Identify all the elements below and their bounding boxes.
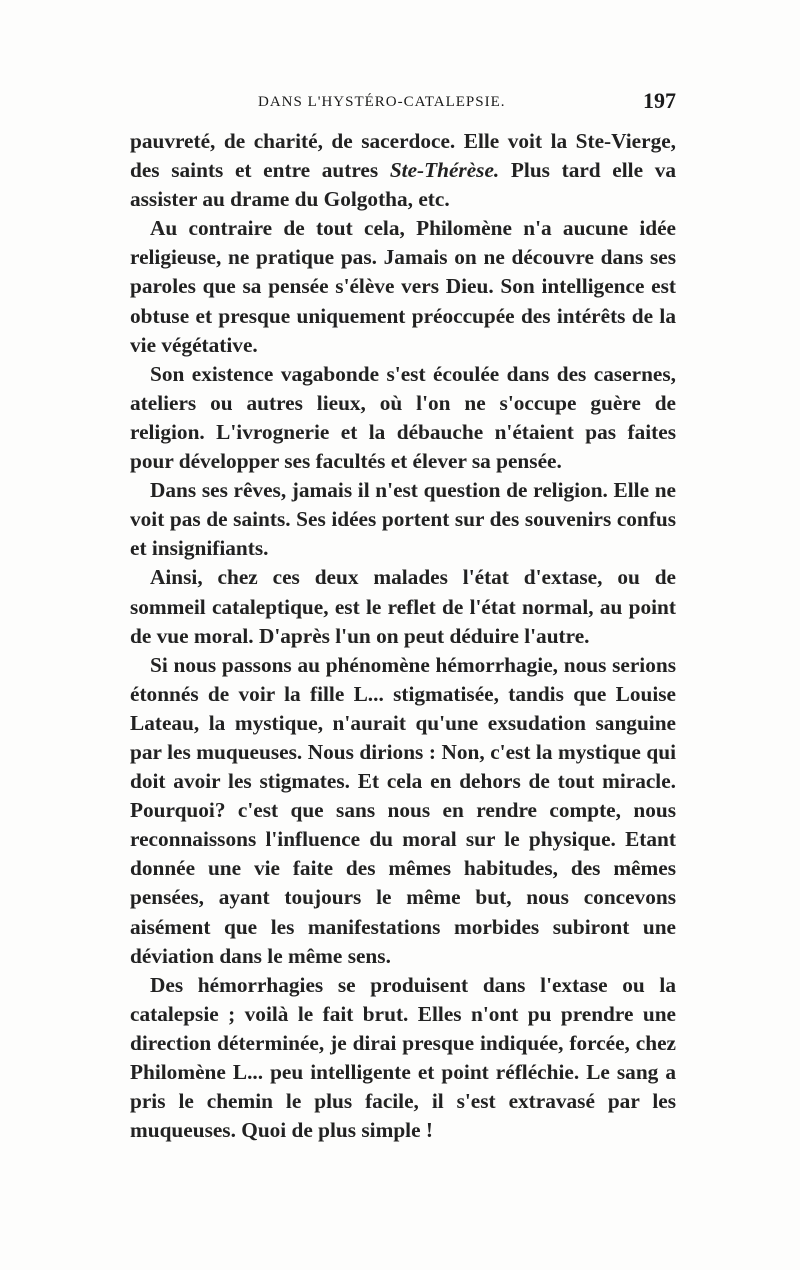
paragraph-text: pauvreté, de charité, de sacerdoce. Elle voit la Ste-Vierge, des saints et entre autres <box>130 129 676 183</box>
paragraph: Des hémorrhagies se produisent dans l'extase ou la catalepsie ; voilà le fait brut. Elles n'ont pu prendre une direction déterminée, je dirai presque indiquée, forcée, chez Philomène L... peu intelligente et point réfléchie. Le sang a pris le chemin le plus facile, il s'est extravasé par les muqueuses. Quoi de plus simple ! <box>130 972 676 1143</box>
paragraph: Si nous passons au phénomène hémorrhagie, nous serions étonnés de voir la fille L... stigmatisée, tandis que Louise Lateau, la mystique, n'aurait qu'une exsudation sanguine par les muqueuses. Nous dirions : Non, c'est la mystique qui doit avoir les stigmates. Et cela en dehors de tout miracle. Pourquoi? c'est que sans nous en rendre compte, nous reconnaissons l'influence du moral sur le physique. Etant donnée une vie faite des mêmes habitudes, des mêmes pensées, ayant toujours le même but, nous concevons aisément que les manifestations morbides subiront une déviation dans le même sens. <box>130 652 676 968</box>
paragraph: Au contraire de tout cela, Philomène n'a aucune idée religieuse, ne pratique pas. Jamais on ne découvre dans ses paroles que sa pensée s'élève vers Dieu. Son intelligence est obtuse et presque uniquement préoccupée des intérêts de la vie végétative. <box>130 216 676 357</box>
paragraph: Dans ses rêves, jamais il n'est question de religion. Elle ne voit pas de saints. Ses idées portent sur des souvenirs confus et insignifiants. <box>130 478 676 561</box>
paragraph-text: Plus tard elle va assister au drame du Golgotha, etc. <box>130 158 676 212</box>
running-title: DANS L'HYSTÉRO-CATALEPSIE. <box>258 94 506 110</box>
paragraph: Ainsi, chez ces deux malades l'état d'extase, ou de sommeil cataleptique, est le reflet de l'état normal, au point de vue moral. D'après l'un on peut déduire l'autre. <box>130 565 676 648</box>
italic-name: Ste-Thérèse. <box>389 158 500 183</box>
paragraph-continuation <box>130 127 676 214</box>
paragraph: Son existence vagabonde s'est écoulée dans des casernes, ateliers ou autres lieux, où l'on ne s'occupe guère de religion. L'ivrognerie et la débauche n'étaient pas faites pour développer ses facultés et élever sa pensée. <box>130 361 676 474</box>
running-head <box>131 88 676 118</box>
body-text <box>130 127 676 1145</box>
page-number: 197 <box>643 88 676 113</box>
